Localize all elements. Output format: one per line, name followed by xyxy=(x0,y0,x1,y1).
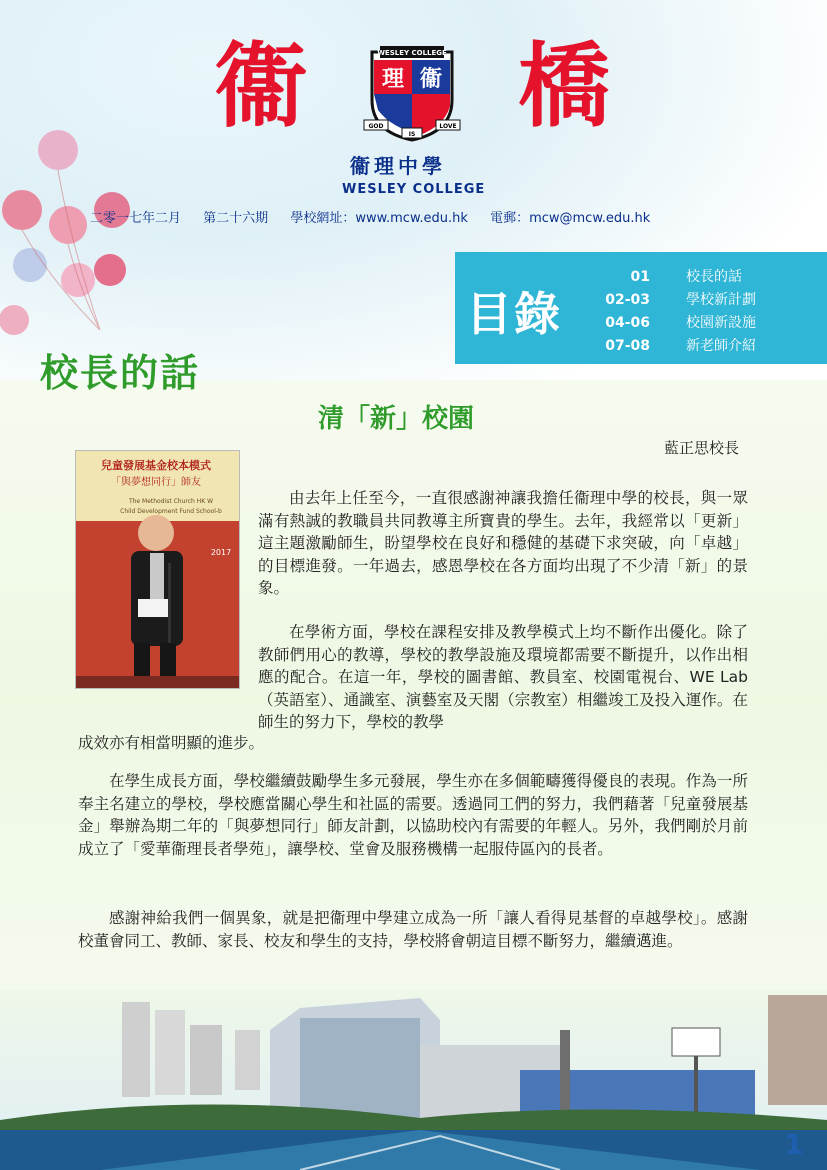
crest-char-right: 衞 xyxy=(419,66,443,92)
photo-banner-line1: 兒童發展基金校本模式 xyxy=(101,459,211,472)
masthead-title-left: 衞 xyxy=(215,32,308,140)
section-heading: 校長的話 xyxy=(40,351,201,395)
article-paragraph: 在學生成長方面，學校繼續鼓勵學生多元發展，學生亦在多個範疇獲得優良的表現。作為一所奉主名建立的學校，學校應當關心學生和社區的需要。透過同工們的努力，我們藉著「兒童發展基金」舉辦為期二年的「與夢想同行」師友計劃，以協助校內有需要的年輕人。另外，我們剛於月前成立了「愛華衞理長者學苑」，讓學校、堂會及服務機構一起服侍區內的長者。 xyxy=(78,772,748,858)
article-paragraph: 由去年上任至今，一直很感謝神讓我擔任衞理中學的校長，與一眾滿有熱誠的教職員共同教導主所寶貴的學生。去年，我經常以「更新」這主題激勵師生，盼望學校在良好和穩健的基礎下求突破，向「卓越」的目標進發。一年過去，感恩學校在各方面均出現了不少清「新」的景象。 xyxy=(258,489,748,597)
page-number: 1 xyxy=(784,1128,804,1161)
photo-banner-line4: Child Development Fund School-b xyxy=(120,508,222,515)
school-name-english: WESLEY COLLEGE xyxy=(342,182,486,197)
photo-banner-line2: 「與夢想同行」師友 xyxy=(111,477,201,488)
toc-page: 07-08 xyxy=(605,338,650,354)
toc-entry-label[interactable]: 校園新設施 xyxy=(686,315,756,331)
toc-page: 02-03 xyxy=(605,292,650,308)
school-email[interactable]: 電郵：mcw@mcw.edu.hk xyxy=(490,211,651,226)
crest-motto-mid: IS xyxy=(408,131,416,138)
toc-entry-label[interactable]: 新老師介紹 xyxy=(686,338,756,354)
principal-speech-photo xyxy=(75,450,240,689)
article-paragraph-continued: 成效亦有相當明顯的進步。 xyxy=(78,734,265,752)
issue-info-line xyxy=(90,207,668,226)
crest-motto-top: WESLEY COLLEGE xyxy=(377,49,447,57)
photo-year: 2017 xyxy=(210,548,232,557)
article-paragraph: 在學術方面，學校在課程安排及教學模式上均不斷作出優化。除了教師們用心的教導，學校的教學設施及環境都需要不斷提升，以作出相應的配合。在這一年，學校的圖書館、教員室、校園電視台、WE Lab（英語室）、通識室、演藝室及天閣（宗教室）相繼竣工及投入運作。在師生的努力下，學校的教學 xyxy=(258,623,748,731)
balloons-decoration xyxy=(0,120,140,350)
issue-date: 二零一七年二月 xyxy=(90,211,182,226)
crest-char-left: 理 xyxy=(381,66,405,92)
school-name-chinese: 衞理中學 xyxy=(350,154,446,178)
article-paragraph: 感謝神給我們一個異象，就是把衞理中學建立成為一所「讓人看得見基督的卓越學校」。感謝校董會同工、教師、家長、校友和學生的支持，學校將會朝這目標不斷努力，繼續邁進。 xyxy=(78,909,748,950)
toc-title: 目錄 xyxy=(466,287,562,341)
toc-entry-label[interactable]: 校長的話 xyxy=(686,269,742,285)
toc-label-column xyxy=(686,266,821,358)
school-crest-logo xyxy=(360,40,464,144)
campus-photo xyxy=(0,990,827,1170)
issue-number: 第二十六期 xyxy=(203,211,269,226)
toc-page-column xyxy=(590,266,650,358)
toc-entry-label[interactable]: 學校新計劃 xyxy=(686,292,756,308)
toc-page: 01 xyxy=(630,269,650,285)
crest-motto-right: LOVE xyxy=(439,123,457,130)
toc-page: 04-06 xyxy=(605,315,650,331)
article-author: 藍正思校長 xyxy=(664,439,740,457)
photo-banner-line3: The Methodist Church HK W xyxy=(128,498,214,505)
article-title: 清「新」校園 xyxy=(318,404,475,434)
masthead-title-right: 橋 xyxy=(518,32,611,140)
school-website[interactable]: 學校網址：www.mcw.edu.hk xyxy=(290,211,468,226)
crest-motto-left: GOD xyxy=(368,123,384,130)
